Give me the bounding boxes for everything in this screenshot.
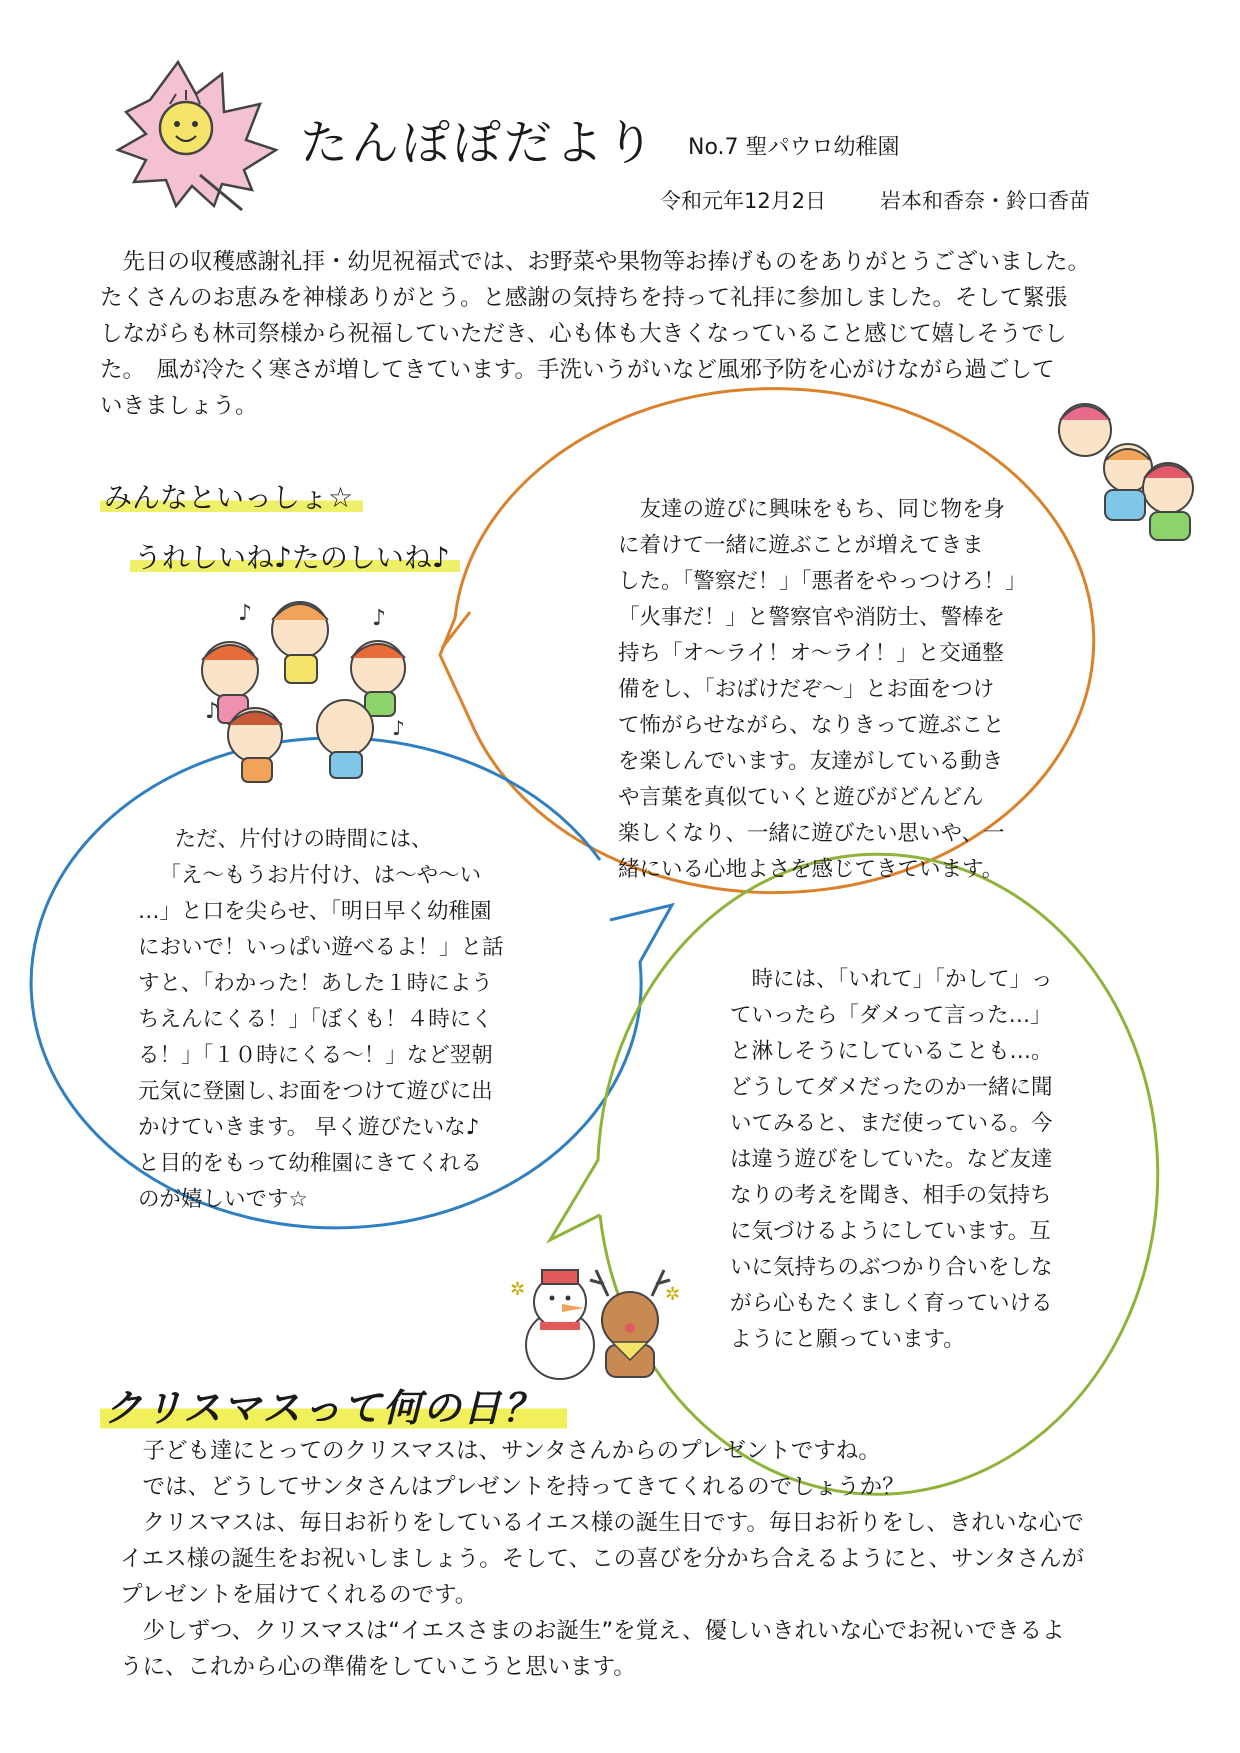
intro-line: しながらも林司祭様から祝福していただき、心も体も大きくなっていること感じて嬉しそうでし	[100, 321, 1067, 347]
section-heading-1: みんなといっしょ☆	[100, 481, 363, 516]
intro-line: 先日の収穫感謝礼拝・幼児祝福式では、お野菜や果物等お捧げものをありがとうございました。	[122, 249, 1091, 275]
orange-bubble-text	[618, 492, 1068, 888]
bubble-line: は違う遊びをしていた。など友達	[730, 1147, 1053, 1172]
children-circle-illustration-icon	[202, 601, 405, 782]
bubble-line: ただ、片付けの時間には、	[174, 827, 433, 852]
christmas-heading: クリスマスって何の日？	[100, 1377, 567, 1434]
section-heading-2: うれしいね♪たのしいね♪	[130, 541, 460, 576]
christmas-line: クリスマスは、毎日お祈りをしているイエス様の誕生日です。毎日お祈りをし、きれいな心で	[142, 1510, 1084, 1536]
issue-and-school: No.7 聖パウロ幼稚園	[688, 135, 900, 160]
svg-text:✲: ✲	[510, 1279, 526, 1300]
bubble-line: においで！いっぱい遊べるよ！」と話	[138, 935, 504, 960]
bubble-line: 「え～もうお片付け、は～や～い	[159, 863, 482, 888]
bubble-line: なりの考えを聞き、相手の気持ち	[730, 1183, 1052, 1208]
bubble-line: …」と口を尖らせ、「明日早く幼稚園	[138, 899, 492, 924]
authors: 岩本和香奈・鈴口香苗	[880, 189, 1090, 213]
svg-text:✲: ✲	[665, 1284, 681, 1305]
intro-line: いきましょう。	[100, 393, 258, 419]
christmas-paragraph	[120, 1433, 1150, 1685]
bubble-line: いてみると、まだ使っている。今	[730, 1111, 1053, 1136]
bubble-line: した。「警察だ！」「悪者をやっつけろ！」	[618, 569, 1027, 594]
christmas-line: 子ども達にとってのクリスマスは、サンタさんからのプレゼントですね。	[142, 1438, 881, 1464]
running-children-illustration-icon	[1059, 404, 1193, 540]
svg-text:♪: ♪	[372, 606, 387, 631]
intro-line: た。 風が冷たく寒さが増してきています。手洗いうがいなど風邪予防を心がけながら過ごして	[100, 357, 1055, 383]
bubble-line: と淋しそうにしていることも…。	[730, 1039, 1053, 1064]
bubble-line: を楽しんでいます。友達がしている動き	[618, 749, 1004, 774]
bubble-line: 楽しくなり、一緒に遊びたい思いや、一	[618, 821, 1005, 846]
bubble-line: 友達の遊びに興味をもち、同じ物を身	[639, 497, 1006, 522]
bubble-line: がら心もたくましく育っていける	[730, 1291, 1053, 1316]
christmas-line: 少しずつ、クリスマスは“イエスさまのお誕生”を覚え、優しいきれいな心でお祝いできるよ	[142, 1618, 1065, 1644]
bubble-line: 緒にいる心地よさを感じてきています。	[618, 857, 1004, 882]
bubble-line: 時には、「いれて」「かして」っ	[751, 967, 1053, 992]
christmas-line: では、どうしてサンタさんはプレゼントを持ってきてくれるのでしょうか？	[142, 1474, 905, 1500]
newsletter-title: たんぽぽだより	[300, 115, 658, 171]
bubble-line: 備をし、「おばけだぞ～」とお面をつけ	[618, 677, 995, 702]
svg-text:♪: ♪	[238, 601, 253, 626]
bubble-line: や言葉を真似ていくと遊びがどんどん	[618, 785, 984, 810]
bubble-line: のが嬉しいです☆	[138, 1187, 308, 1212]
bubble-line: ていったら「ダメって言った…」	[730, 1003, 1052, 1028]
bubble-line: と目的をもって幼稚園にきてくれる	[138, 1151, 483, 1176]
svg-text:♪: ♪	[205, 699, 220, 724]
christmas-line: プレゼントを届けてくれるのです。	[120, 1582, 478, 1608]
green-bubble-text	[730, 962, 1110, 1358]
leaf-mascot-icon	[118, 62, 276, 210]
svg-text:♪: ♪	[392, 716, 405, 740]
bubble-line: 元気に登園し､お面をつけて遊びに出	[138, 1079, 493, 1104]
issue-date: 令和元年12月2日	[660, 189, 827, 213]
bubble-line: 持ち「オ～ライ！オ～ライ！」と交通整	[618, 641, 1004, 666]
blue-bubble-text	[138, 822, 558, 1218]
bubble-line: どうしてダメだったのか一緒に聞	[730, 1075, 1053, 1100]
bubble-line: 「火事だ！」と警察官や消防士、警棒を	[618, 605, 1006, 630]
snowman-reindeer-illustration-icon	[510, 1270, 680, 1379]
bubble-line: いに気持ちのぶつかり合いをしな	[730, 1255, 1053, 1280]
bubble-line: ようにと願っています。	[730, 1327, 965, 1352]
bubble-line: かけていきます。 早く遊びたいな♪	[138, 1115, 480, 1140]
intro-paragraph	[100, 244, 1145, 424]
christmas-line: うに、これから心の準備をしていこうと思います。	[120, 1654, 636, 1680]
bubble-line: る！」「１０時にくる～！」など翌朝	[138, 1043, 493, 1068]
bubble-line: すと、「わかった！あした１時によう	[138, 971, 493, 996]
bubble-line: に気づけるようにしています。互	[730, 1219, 1051, 1244]
christmas-line: イエス様の誕生をお祝いしましょう。そして、この喜びを分かち合えるようにと、サンタさんが	[120, 1546, 1085, 1572]
bubble-line: に着けて一緒に遊ぶことが増えてきま	[618, 533, 984, 558]
bubble-line: て怖がらせながら、なりきって遊ぶこと	[618, 713, 1005, 738]
bubble-line: ちえんにくる！」「ぼくも！４時にく	[138, 1007, 493, 1032]
intro-line: たくさんのお恵みを神様ありがとう。と感謝の気持ちを持って礼拝に参加しました。そして緊張	[100, 285, 1068, 311]
